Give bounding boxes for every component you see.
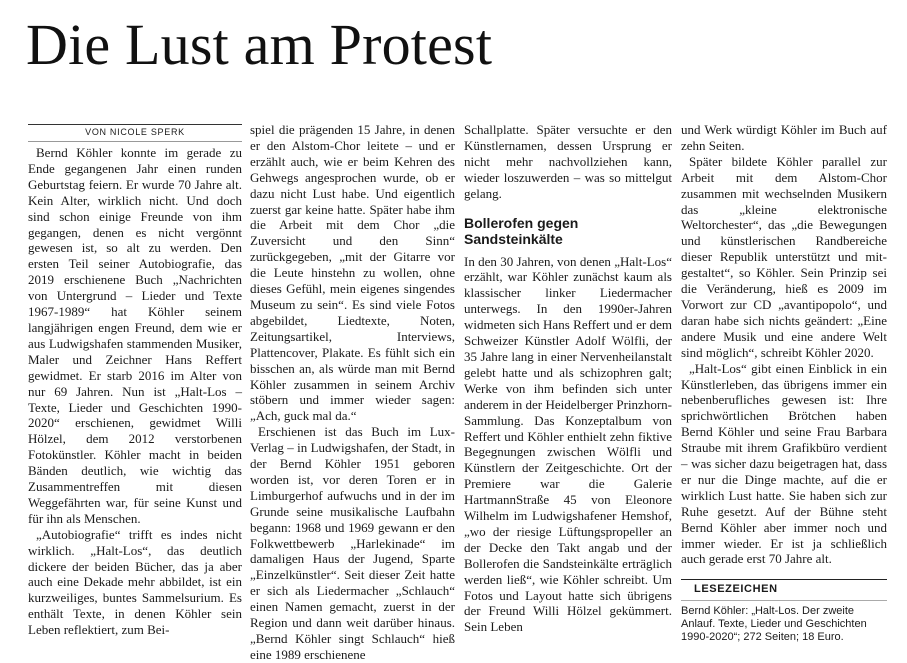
book-info-text: Bernd Köhler: „Halt-Los. Der zweite Anlauf. Texte, Lieder und Geschichten 1990-2020“; 272 Seiten; 18 Euro.	[681, 605, 867, 644]
paragraph: Später bildete Köhler parallel zur Arbeit mit dem Alstom-Chor zusammen mit wechselnden Musikern das „kleine elektronische Weltorchester“, das „die Bewegungen und künstlerischen Randbereiche dieser Republik unterstützt und mit-gestaltet“, so Köhler. Sein Prinzip sei die Veränderung, hieß es 2009 im Vorwort zur CD „avantipopolo“, und daran habe sich nichts geändert: „Eine andere Musik und eine andere Welt sind möglich“, schreibt Köhler 2020.	[681, 153, 887, 360]
subheading: Bollerofen gegen Sandsteinkälte	[464, 214, 579, 247]
paragraph: „Halt-Los“ gibt einen Einblick in ein Künstlerleben, das übrigens immer ein nebenberufliches gewesen ist: Ihre sprichwörtlichen Brötchen haben Bernd Köhler und seine Frau Barbara Straube mit ihrem Grafikbüro verdient – was sicher dazu beigetragen hat, dass er nur die Dinge machte, auf die er wirklich Lust hatte. Sie haben sich zur Ruhe gesetzt. Auf der Bühne steht Bernd Köhler aber immer noch und immer wieder. Er ist ja schließlich auch gerade erst 70 Jahre alt.	[681, 360, 887, 567]
article-column-4	[681, 122, 887, 644]
paragraph: „Autobiografie“ trifft es indes nicht wirklich. „Halt-Los“, das deutlich dickere der beiden Bücher, das ja aber auch eine Dekade mehr abbildet, ist ein kurzweiliges, buntes Sammelsurium. Es enthält Texte, in denen Köhler sein Leben reflektiert, zum Bei-	[28, 526, 242, 638]
paragraph: Schallplatte. Später versuchte er den Künstlernamen, dessen Ursprung er nicht mehr nachvollziehen kann, wieder loszuwerden – was so mittelgut gelang.	[464, 122, 672, 201]
article-column-3	[464, 122, 672, 635]
article-column-1	[28, 124, 242, 638]
book-info-box	[681, 579, 887, 644]
book-info-title: LESEZEICHEN	[681, 580, 887, 601]
paragraph: Bernd Köhler konnte im gerade zu Ende gegangenen Jahr einen runden Geburtstag feiern. Er wurde 70 Jahre alt. Kein Alter, wirklich nicht. Und doch sind schon einige Freunde von ihm gegangen, denen es nicht vergönnt gewesen ist, so alt zu werden. Den ersten Teil seiner Autobiografie, das 2019 erschienene Buch „Nachrichten von Untergrund – Lieder und Texte 1967-1989“ hat Köhler seinem langjährigen engen Freund, dem wie er aus Ludwigshafen stammenden Musiker, Maler und Zeichner Hans Reffert gewidmet. Er starb 2016 im Alter von nur 69 Jahren. Nun ist „Halt-Los – Texte, Lieder und Geschichten 1990-2020“ erschienen, gewidmet Willi Hölzel, dem 2012 verstorbenen Fotokünstler. Köhler macht in beiden Bänden deutlich, wie wichtig das Zusammentreffen mit diesen Weggefährten war, für seine Kunst und für ihn als Menschen.	[28, 145, 242, 526]
paragraph: spiel die prägenden 15 Jahre, in denen er den Alstom-Chor leitete – und er erzählt auch, wie er beim Kehren des Gehwegs angesprochen wurde, ob er dazu nicht Lust habe. Und eigentlich zuerst gar keine hatte. Später habe ihm die Arbeit mit dem Chor „die Zuversicht und den Sinn“ zurückgegeben, „mit der Gitarre vor die Leute hinstehn zu wollen, ohne dieses Gefühl, mein eigenes singendes Museum zu sein“. Es sind viele Fotos abgebildet, Liedtexte, Noten, Zeitungsartikel, Interviews, Plattencover, Plakate. Es fühlt sich ein bisschen an, als würde man mit Bernd Köhler zusammen in seinem Archiv stöbern und immer wieder sagen: „Ach, guck mal da.“	[250, 122, 455, 424]
headline: Die Lust am Protest	[26, 12, 493, 77]
paragraph: In den 30 Jahren, von denen „Halt-Los“ erzählt, war Köhler zunächst kaum als klassischer linker Liedermacher unterwegs. In den 1990er-Jahren widmeten sich Hans Reffert und er dem Schweizer Künstler Adolf Wölfli, der 35 Jahre lang in einer Nervenheilanstalt gelebt hatte und als schizophren galt; Werke von ihm befinden sich unter anderem in der Heidelberger Prinzhorn-Sammlung. Das Konzeptalbum von Reffert und Köhler enthielt zehn fiktive Begegnungen zwischen Wölfli und Künstlern der Zeitgeschichte. Ort der Premiere war die Galerie HartmannStraße 45 von Eleonore Wilhelm im Ludwigshafener Hemshof, „wo der riesige Lüftungspropeller an der Decke den Takt angab und der Bollerofen die Sandsteinkälte erträglich werden ließ“, wie Köhler schreibt. Um Fotos und Layout hatte sich übrigens der Freund Willi Hölzel gekümmert. Sein Leben	[464, 253, 672, 635]
paragraph: Erschienen ist das Buch im Lux-Verlag – in Ludwigshafen, der Stadt, in der Bernd Köhler 1951 geboren worden ist, vor deren Toren er in Limburgerhof aufwuchs und in der im Grunde seine musikalische Laufbahn begann: 1968 und 1969 gewann er den Folkwettbewerb „Harlekinade“ im damaligen Haus der Jugend, Sparte „Einzelkünstler“. Seit dieser Zeit hatte er sich als Liedermacher „Schlauch“ einen Namen gemacht, zuerst in der Region und dann weit darüber hinaus. „Bernd Köhler singt Schlauch“ hieß eine 1989 erschienene	[250, 424, 455, 662]
byline: VON NICOLE SPERK	[28, 124, 242, 142]
article-column-2	[250, 122, 455, 663]
paragraph: und Werk würdigt Köhler im Buch auf zehn Seiten.	[681, 122, 887, 153]
